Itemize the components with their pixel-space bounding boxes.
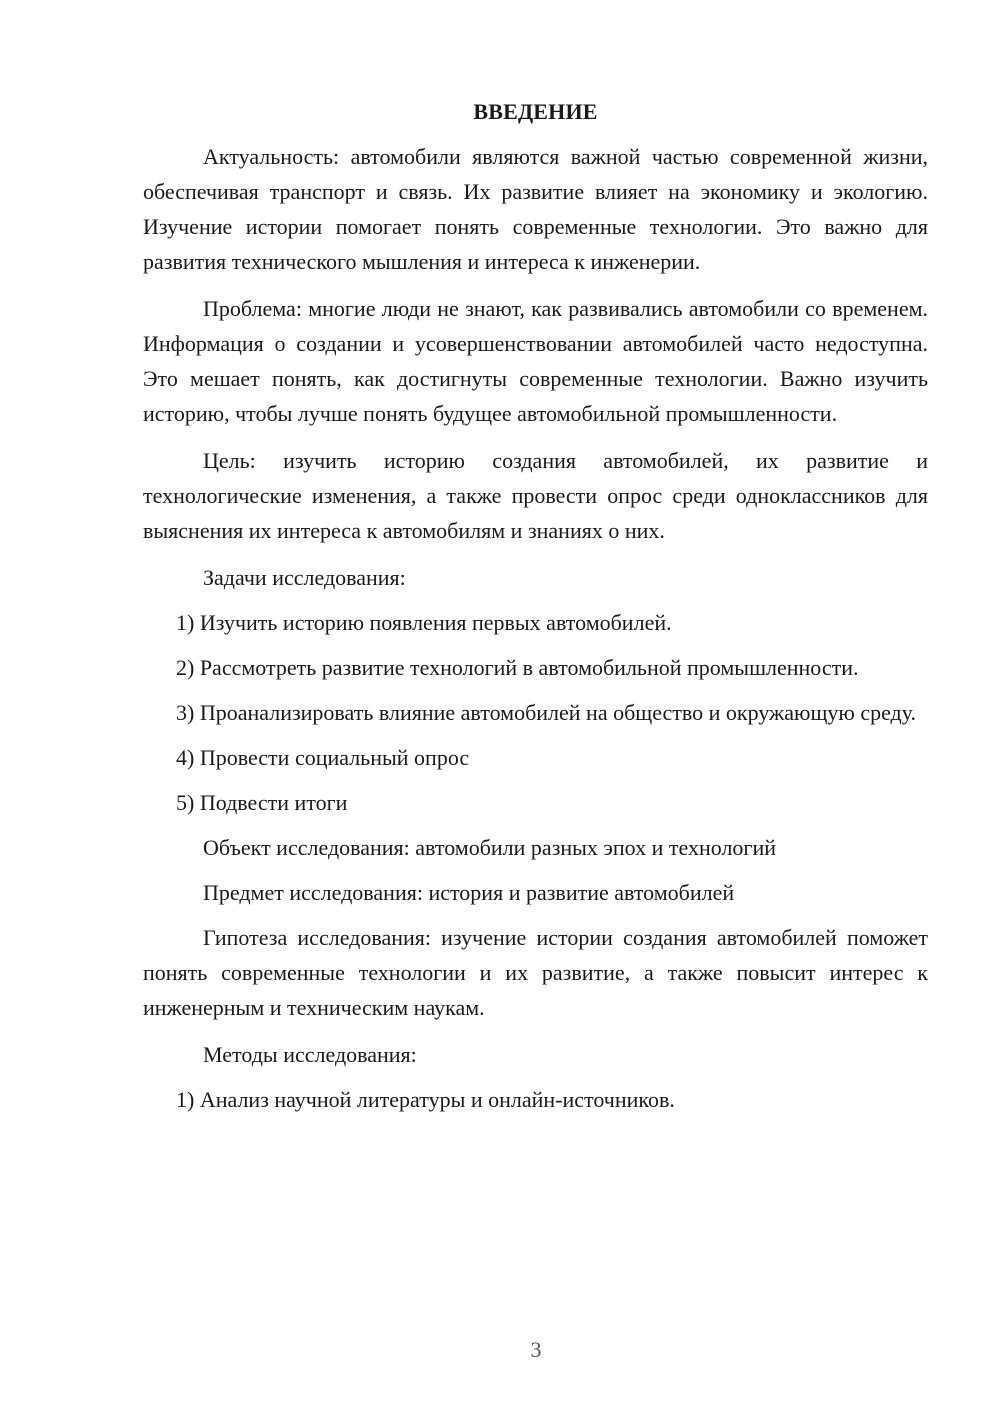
page-number: 3 <box>530 1337 542 1362</box>
task-item-4: 4) Провести социальный опрос <box>176 745 470 770</box>
hypothesis-paragraph: Гипотеза исследования: изучение истории создания автомобилей поможет понять современные технологии и их развитие, а также повысит интерес к инженерным и техническим наукам. <box>143 925 928 1020</box>
relevance-paragraph: Актуальность: автомобили являются важной частью современной жизни, обеспечивая транспорт и связь. Их развитие влияет на экономику и экологию. Изучение истории помогает понять современные технологии. Это важно для развития технического мышления и интереса к инженерии. <box>143 144 928 274</box>
tasks-heading: Задачи исследования: <box>203 565 406 590</box>
goal-paragraph: Цель: изучить историю создания автомобилей, их развитие и технологические изменения, а также провести опрос среди одноклассников для выяснения их интереса к автомобилям и знаниях о них. <box>143 448 928 543</box>
problem-paragraph: Проблема: многие люди не знают, как развивались автомобили со временем. Информация о создании и усовершенствовании автомобилей часто недоступна. Это мешает понять, как достигнуты современные технологии. Важно изучить историю, чтобы лучше понять будущее автомобильной промышленности. <box>143 296 928 426</box>
task-item-1: 1) Изучить историю появления первых автомобилей. <box>176 610 672 635</box>
task-item-2: 2) Рассмотреть развитие технологий в автомобильной промышленности. <box>176 655 859 680</box>
methods-heading: Методы исследования: <box>203 1042 417 1067</box>
page-content <box>143 94 928 1127</box>
research-object: Объект исследования: автомобили разных эпох и технологий <box>203 835 776 860</box>
page-title: ВВЕДЕНИЕ <box>473 99 598 124</box>
task-item-3: 3) Проанализировать влияние автомобилей на общество и окружающую среду. <box>176 700 917 725</box>
research-subject: Предмет исследования: история и развитие автомобилей <box>203 880 735 905</box>
task-item-5: 5) Подвести итоги <box>176 790 348 815</box>
method-item-1: 1) Анализ научной литературы и онлайн-источников. <box>176 1087 675 1112</box>
